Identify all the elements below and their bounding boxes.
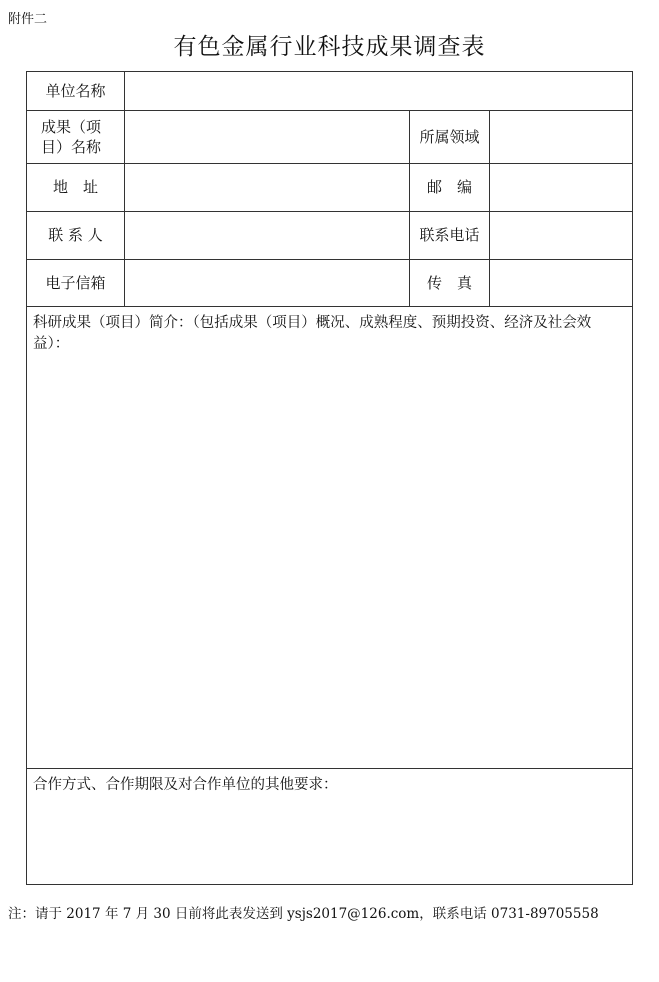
unit-name-label: 单位名称 [27, 72, 125, 111]
field-field[interactable] [490, 111, 633, 164]
attachment-label: 附件二 [8, 12, 48, 27]
address-field[interactable] [125, 164, 410, 212]
email-label: 电子信箱 [27, 260, 125, 307]
intro-section[interactable] [27, 307, 633, 769]
postcode-label: 邮 编 [410, 164, 490, 212]
achievement-name-label: 成果（项目）名称 [27, 111, 125, 164]
page-title: 有色金属行业科技成果调查表 [173, 34, 486, 60]
intro-label: 科研成果（项目）简介：（包括成果（项目）概况、成熟程度、预期投资、经济及社会效益）： [33, 315, 592, 353]
cooperation-label: 合作方式、合作期限及对合作单位的其他要求： [33, 777, 338, 793]
fax-field[interactable] [490, 260, 633, 307]
fax-label: 传 真 [410, 260, 490, 307]
field-label: 所属领域 [410, 111, 490, 164]
phone-field[interactable] [490, 212, 633, 260]
email-field[interactable] [125, 260, 410, 307]
phone-label: 联系电话 [410, 212, 490, 260]
postcode-field[interactable] [490, 164, 633, 212]
address-label: 地 址 [27, 164, 125, 212]
survey-form-table [26, 71, 633, 885]
achievement-name-field[interactable] [125, 111, 410, 164]
contact-label: 联 系 人 [27, 212, 125, 260]
footer-note: 注：请于 2017 年 7 月 30 日前将此表发送到 ysjs2017@126.com，联系电话 0731-89705558 [8, 906, 599, 922]
cooperation-section[interactable] [27, 769, 633, 885]
contact-field[interactable] [125, 212, 410, 260]
unit-name-field[interactable] [125, 72, 633, 111]
